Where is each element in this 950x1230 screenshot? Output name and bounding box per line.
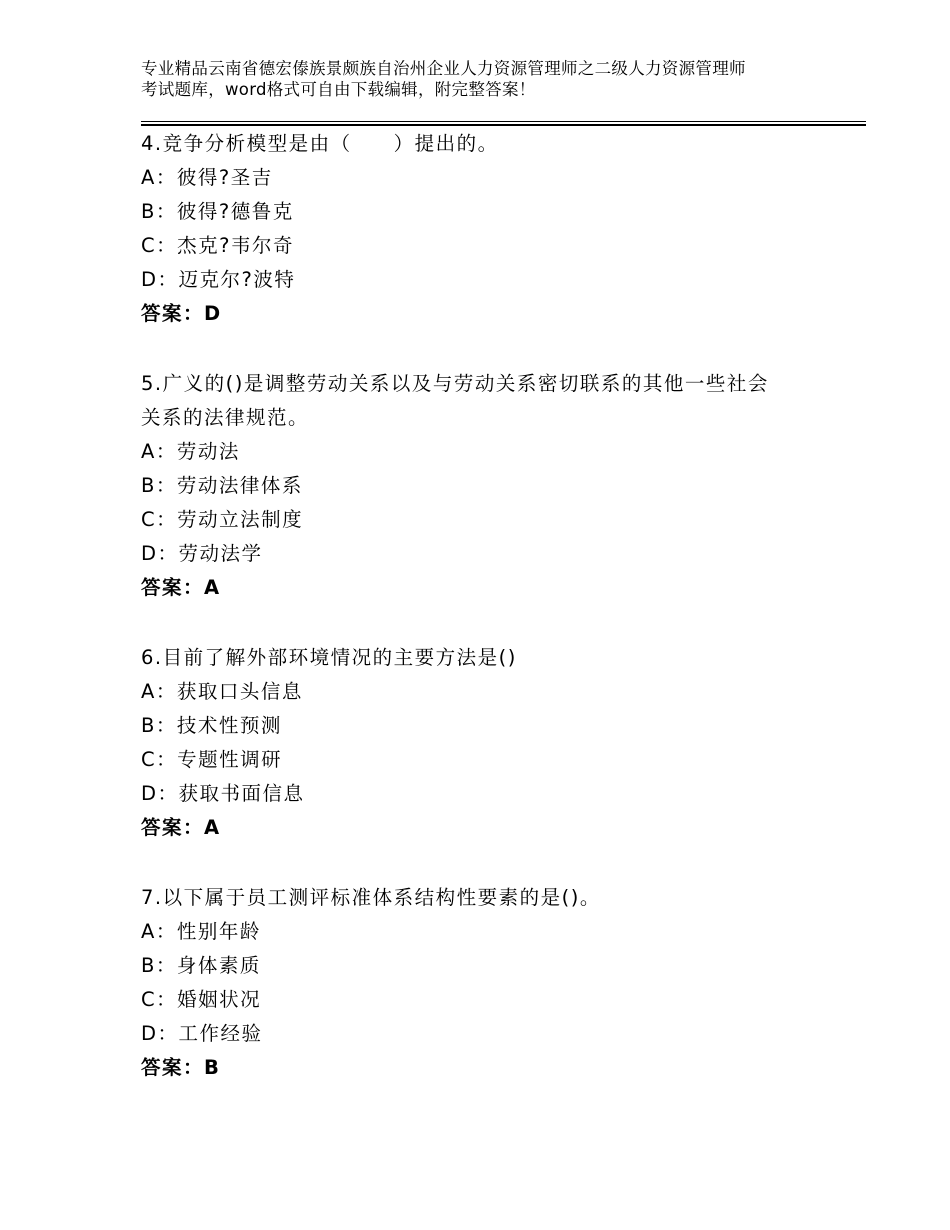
option-d: D：工作经验 bbox=[141, 1022, 263, 1045]
option-a: A：性别年龄 bbox=[141, 920, 261, 943]
option-c: C：专题性调研 bbox=[141, 748, 283, 771]
option-a: A：彼得?圣吉 bbox=[141, 166, 273, 189]
option-a: A：获取口头信息 bbox=[141, 680, 303, 703]
option-b: B：劳动法律体系 bbox=[141, 474, 303, 497]
option-d: D：获取书面信息 bbox=[141, 782, 305, 805]
option-c: C：婚姻状况 bbox=[141, 988, 262, 1011]
document-header bbox=[141, 58, 831, 100]
answer: 答案：A bbox=[141, 816, 221, 839]
question-list bbox=[141, 127, 841, 1085]
answer: 答案：A bbox=[141, 576, 221, 599]
option-d: D：劳动法学 bbox=[141, 542, 263, 565]
option-b: B：彼得?德鲁克 bbox=[141, 200, 294, 223]
header-line-2: 考试题库，word格式可自由下载编辑，附完整答案！ bbox=[141, 80, 536, 99]
question-stem: 4.竞争分析模型是由（ ）提出的。 bbox=[141, 132, 499, 155]
option-b: B：技术性预测 bbox=[141, 714, 282, 737]
option-b: B：身体素质 bbox=[141, 954, 261, 977]
question-stem: 5.广义的()是调整劳动关系以及与劳动关系密切联系的其他一些社会 bbox=[141, 372, 769, 395]
header-rule-thin bbox=[141, 121, 866, 122]
question-7 bbox=[141, 881, 841, 1085]
answer: 答案：D bbox=[141, 302, 222, 325]
question-5 bbox=[141, 367, 841, 605]
option-c: C：杰克?韦尔奇 bbox=[141, 234, 294, 257]
question-stem: 6.目前了解外部环境情况的主要方法是() bbox=[141, 646, 517, 669]
header-rule-thick bbox=[141, 124, 866, 126]
option-c: C：劳动立法制度 bbox=[141, 508, 304, 531]
answer: 答案：B bbox=[141, 1056, 221, 1079]
question-6 bbox=[141, 641, 841, 845]
question-stem-continued: 关系的法律规范。 bbox=[141, 406, 310, 429]
question-stem: 7.以下属于员工测评标准体系结构性要素的是()。 bbox=[141, 886, 601, 909]
option-d: D：迈克尔?波特 bbox=[141, 268, 296, 291]
question-4 bbox=[141, 127, 841, 331]
header-line-1: 专业精品云南省德宏傣族景颇族自治州企业人力资源管理师之二级人力资源管理师 bbox=[141, 59, 746, 78]
option-a: A：劳动法 bbox=[141, 440, 240, 463]
